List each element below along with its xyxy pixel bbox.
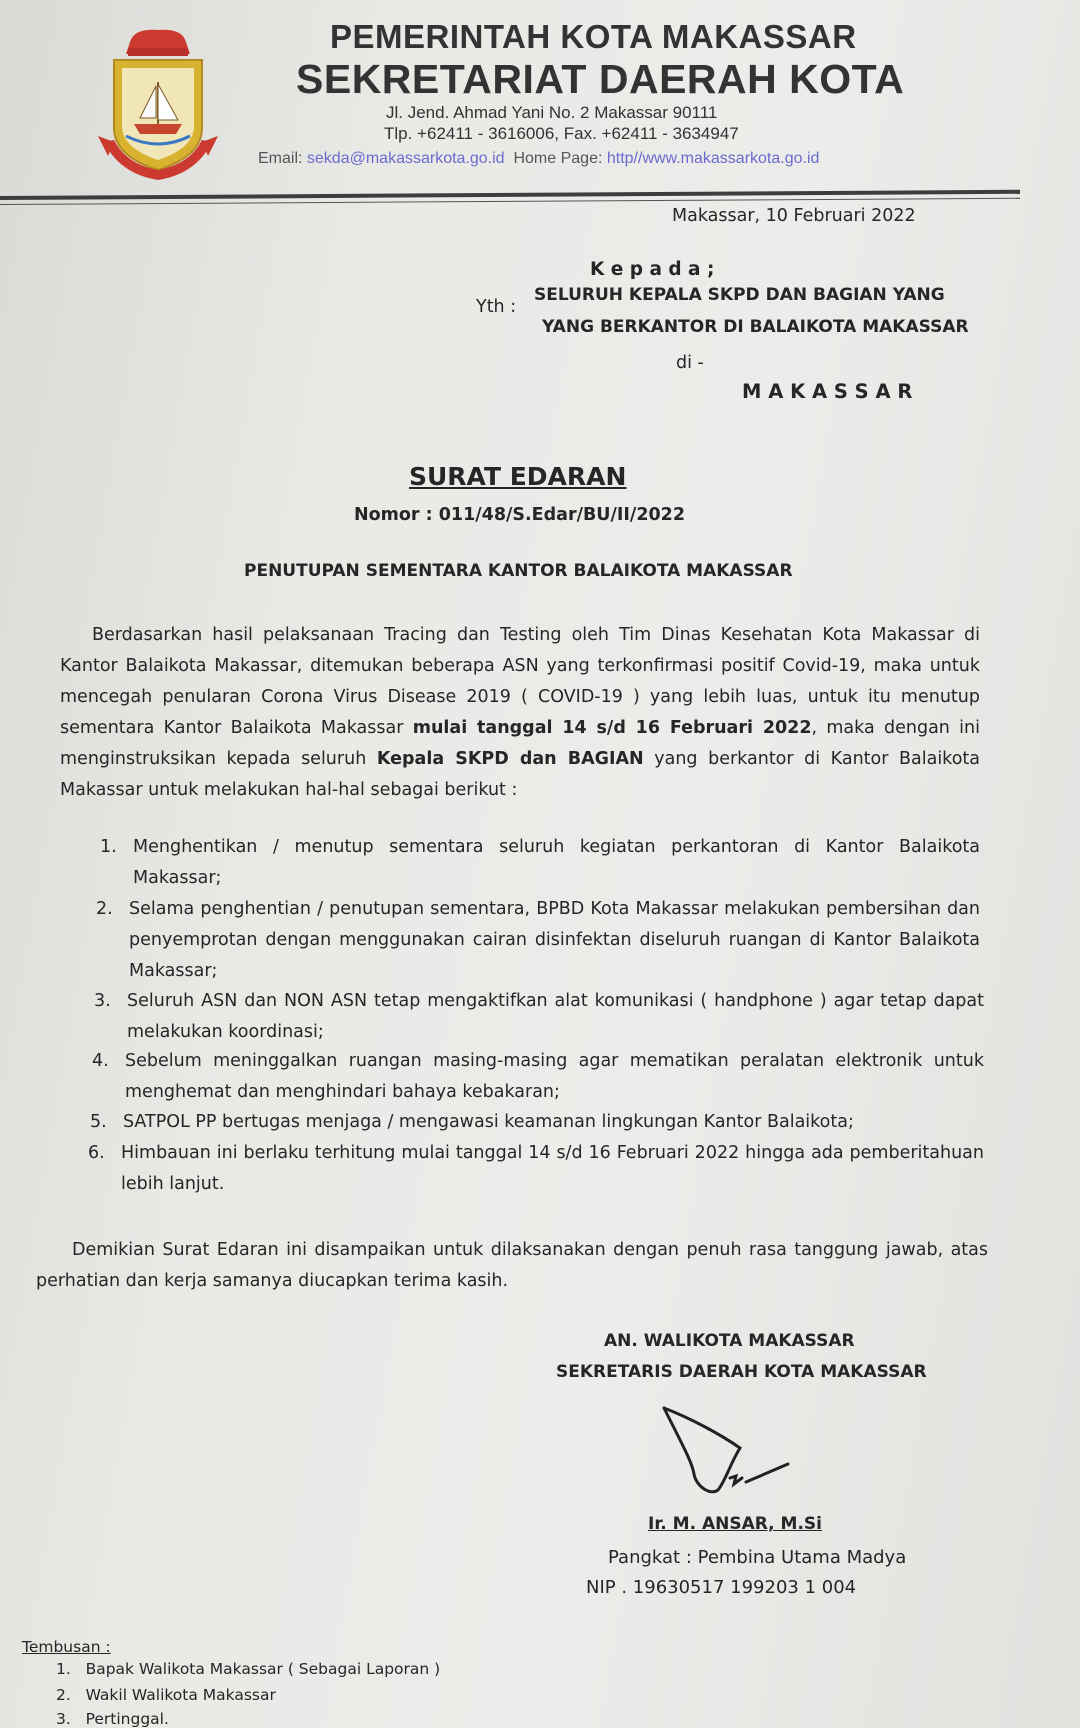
signatory-nip: NIP . 19630517 199203 1 004 — [586, 1577, 857, 1598]
letterhead-address: Jl. Jend. Ahmad Yani No. 2 Makassar 90111 — [386, 103, 718, 122]
paragraph-text: , maka dengan ini menginstruksikan kepada seluruh — [60, 718, 980, 769]
recipient-line1: SELURUH KEPALA SKPD DAN BAGIAN YANG — [534, 285, 945, 305]
recipient-yth: Yth : — [476, 297, 517, 317]
document-number: Nomor : 011/48/S.Edar/BU/II/2022 — [354, 505, 686, 525]
homepage-label: Home Page: — [513, 150, 603, 167]
paragraph-bold-dates: mulai tanggal 14 s/d 16 Februari 2022 — [412, 718, 812, 738]
recipient-kepada: K e p a d a ; — [590, 259, 715, 280]
city-emblem-logo — [90, 24, 226, 184]
recipient-city: M A K A S S A R — [742, 380, 913, 403]
document-subject: PENUTUPAN SEMENTARA KANTOR BALAIKOTA MAKASSAR — [244, 561, 793, 581]
homepage-link[interactable]: http//www.makassarkota.go.id — [606, 150, 820, 167]
letterhead-office: SEKRETARIAT DAERAH KOTA — [296, 56, 905, 102]
signatory-line2: SEKRETARIS DAERAH KOTA MAKASSAR — [556, 1362, 927, 1382]
tembusan-item: 2. Wakil Walikota Makassar — [56, 1686, 276, 1704]
tembusan-item: 1. Bapak Walikota Makassar ( Sebagai Laporan ) — [56, 1660, 441, 1678]
email-label: Email: — [258, 150, 303, 167]
opening-paragraph — [60, 620, 980, 806]
recipient-di: di - — [676, 353, 704, 373]
email-link[interactable]: sekda@makassarkota.go.id — [306, 150, 505, 167]
paragraph-bold-recipient: Kepala SKPD dan BAGIAN — [376, 749, 644, 769]
paragraph-text: Berdasarkan hasil pelaksanaan Tracing dan Testing oleh Tim Dinas Kesehatan Kota Makassar di Kantor Balaikota Makassar, ditemukan beberapa ASN yang terkonfirmasi positif Covid-19, maka untuk mencegah penularan Corona Virus Disease 2019 ( COVID-19 ) yang lebih luas, untuk itu menutup sementara Kantor Balaikota Makassar — [60, 625, 980, 738]
handwritten-signature — [660, 1404, 790, 1504]
letterhead-phone: Tlp. +62411 - 3616006, Fax. +62411 - 3634947 — [384, 124, 739, 143]
letterhead-government: PEMERINTAH KOTA MAKASSAR — [330, 18, 857, 55]
signatory-rank: Pangkat : Pembina Utama Madya — [608, 1547, 907, 1568]
letterhead-contact — [258, 150, 819, 168]
tembusan-item: 3. Pertinggal. — [56, 1710, 169, 1728]
signatory-name: Ir. M. ANSAR, M.Si — [648, 1514, 822, 1534]
tembusan-label: Tembusan : — [22, 1638, 111, 1656]
document-title: SURAT EDARAN — [409, 462, 627, 491]
letter-date: Makassar, 10 Februari 2022 — [672, 206, 916, 226]
recipient-line2: YANG BERKANTOR DI BALAIKOTA MAKASSAR — [542, 317, 969, 337]
signatory-line1: AN. WALIKOTA MAKASSAR — [604, 1331, 855, 1351]
closing-paragraph: Demikian Surat Edaran ini disampaikan untuk dilaksanakan dengan penuh rasa tanggung jawab, atas perhatian dan kerja samanya diucapkan terima kasih. — [36, 1240, 988, 1291]
paragraph-text: yang berkantor di Kantor Balaikota Makassar untuk melakukan hal-hal sebagai berikut : — [60, 749, 980, 800]
